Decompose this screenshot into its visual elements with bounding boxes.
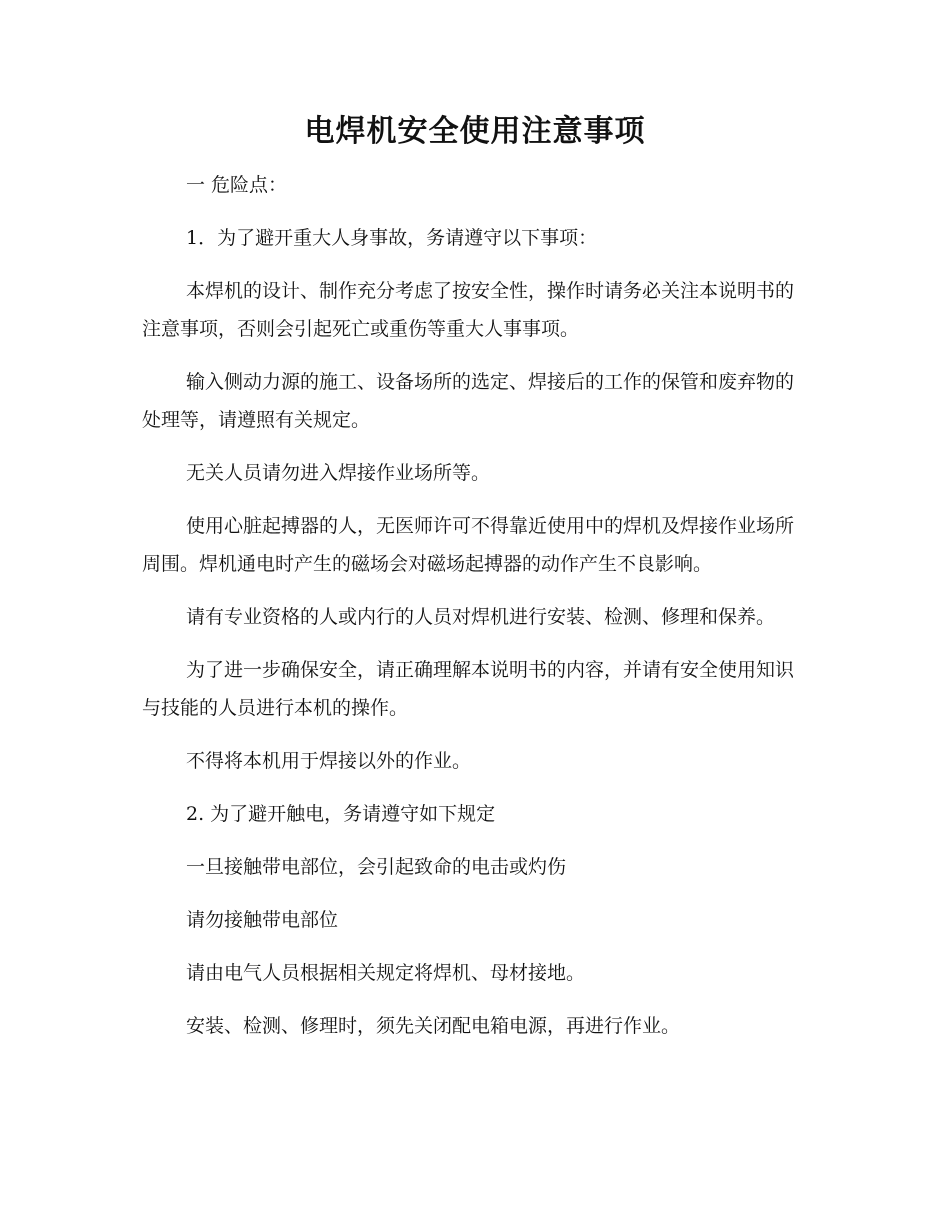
document-body [142,166,794,1045]
paragraph-power-off: 安装、检测、修理时，须先关闭配电箱电源，再进行作业。 [186,1015,681,1037]
paragraph-grounding: 请由电气人员根据相关规定将焊机、母材接地。 [186,962,586,984]
paragraph-section-2-heading: 2. 为了避开触电，务请遵守如下规定 [186,803,496,825]
paragraph-welding-only: 不得将本机用于焊接以外的作业。 [186,750,472,772]
paragraph-qualified-staff: 请有专业资格的人或内行的人员对焊机进行安装、检测、修理和保养。 [186,606,776,628]
page-title: 电焊机安全使用注意事项 [304,114,646,149]
paragraph-design-safety: 本焊机的设计、制作充分考虑了按安全性，操作时请务必关注本说明书的注意事项，否则会引起死亡或重伤等重大人事事项。 [142,280,795,340]
paragraph-section-1-heading: 1．为了避开重大人身事故，务请遵守以下事项： [186,227,598,249]
paragraph-hazard-heading: 一 危险点： [186,174,288,196]
paragraph-electric-shock: 一旦接触带电部位，会引起致命的电击或灼伤 [186,856,567,878]
paragraph-unauthorized-persons: 无关人员请勿进入焊接作业场所等。 [186,462,491,484]
paragraph-do-not-touch: 请勿接触带电部位 [186,909,339,931]
paragraph-ensure-safety: 为了进一步确保安全，请正确理解本说明书的内容，并请有安全使用知识与技能的人员进行本机的操作。 [142,659,795,719]
paragraph-power-source: 输入侧动力源的施工、设备场所的选定、焊接后的工作的保管和废弃物的处理等，请遵照有关规定。 [142,371,795,431]
paragraph-pacemaker: 使用心脏起搏器的人，无医师许可不得靠近使用中的焊机及焊接作业场所周围。焊机通电时产生的磁场会对磁场起搏器的动作产生不良影响。 [142,515,795,575]
